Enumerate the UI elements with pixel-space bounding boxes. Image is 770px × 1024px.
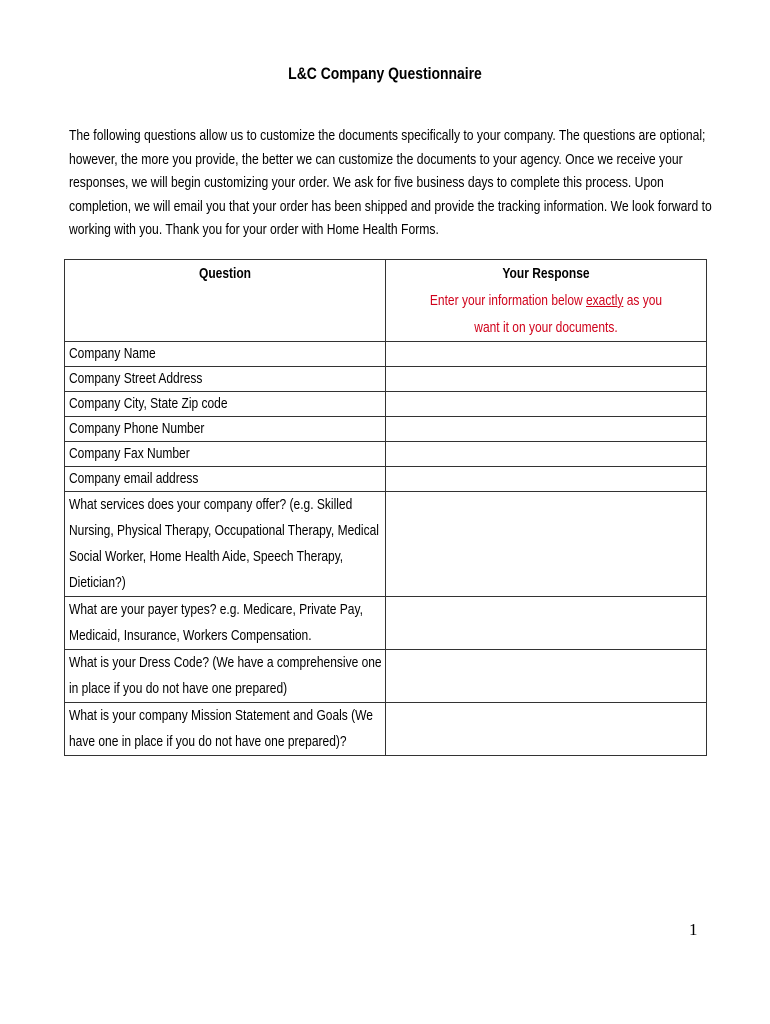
- response-instructions: [418, 287, 674, 314]
- question-cell: [65, 650, 386, 703]
- question-text: What is your company Mission Statement and Goals (We: [69, 707, 373, 724]
- table-row: [65, 342, 707, 367]
- question-cell: [65, 703, 386, 756]
- intro-line: working with you. Thank you for your order with Home Health Forms.: [69, 221, 439, 238]
- question-text: Company Name: [69, 345, 156, 362]
- table-row: [65, 650, 707, 703]
- question-text: Dietician?): [69, 574, 126, 591]
- question-text: in place if you do not have one prepared): [69, 680, 288, 697]
- table-row: [65, 392, 707, 417]
- question-header: Question: [198, 265, 251, 282]
- table-header-row: [65, 260, 707, 342]
- question-cell: [65, 467, 386, 492]
- questionnaire-table: [64, 259, 707, 756]
- response-note-text: as you: [623, 292, 663, 309]
- question-text: What is your Dress Code? (We have a comprehensive one: [69, 654, 382, 671]
- question-cell: [65, 342, 386, 367]
- table-row: [65, 467, 707, 492]
- question-cell: [65, 417, 386, 442]
- response-header: Your Response: [502, 265, 590, 282]
- intro-line: responses, we will begin customizing your order. We ask for five business days to complete this process. Upon: [69, 174, 664, 191]
- response-cell[interactable]: [386, 342, 707, 367]
- question-header-cell: [65, 260, 386, 342]
- question-text: Company Phone Number: [69, 420, 205, 437]
- response-cell[interactable]: [386, 417, 707, 442]
- response-instructions-line2: want it on your documents.: [474, 319, 618, 336]
- question-cell: [65, 392, 386, 417]
- response-note-emphasis: exactly: [586, 292, 624, 309]
- response-cell[interactable]: [386, 650, 707, 703]
- table-row: [65, 597, 707, 650]
- question-text: Company Street Address: [69, 370, 203, 387]
- page-number: 1: [689, 920, 698, 939]
- question-text: Company City, State Zip code: [69, 395, 228, 412]
- question-text: Nursing, Physical Therapy, Occupational Therapy, Medical: [69, 522, 379, 539]
- intro-line: completion, we will email you that your order has been shipped and provide the tracking information. We look forward to: [69, 197, 712, 215]
- response-cell[interactable]: [386, 367, 707, 392]
- intro-paragraph: [69, 124, 712, 242]
- response-cell[interactable]: [386, 492, 707, 597]
- question-text: have one in place if you do not have one prepared)?: [69, 733, 347, 750]
- response-note-text: Enter your information below: [429, 292, 587, 309]
- question-text: What services does your company offer? (e.g. Skilled: [69, 496, 353, 513]
- question-cell: [65, 597, 386, 650]
- question-cell: [65, 492, 386, 597]
- question-cell: [65, 442, 386, 467]
- response-cell[interactable]: [386, 597, 707, 650]
- intro-line: The following questions allow us to customize the documents specifically to your company. The questions are optional;: [69, 127, 706, 144]
- response-cell[interactable]: [386, 442, 707, 467]
- response-header-cell: [386, 260, 707, 342]
- question-cell: [65, 367, 386, 392]
- question-text: Company email address: [69, 470, 199, 487]
- question-text: Company Fax Number: [69, 445, 190, 462]
- table-row: [65, 417, 707, 442]
- table-row: [65, 367, 707, 392]
- table-row: [65, 703, 707, 756]
- question-text: Social Worker, Home Health Aide, Speech Therapy,: [69, 548, 344, 565]
- table-row: [65, 492, 707, 597]
- response-cell[interactable]: [386, 392, 707, 417]
- intro-line: however, the more you provide, the better we can customize the documents to your agency. Once we receive your: [69, 150, 683, 168]
- response-cell[interactable]: [386, 703, 707, 756]
- response-cell[interactable]: [386, 467, 707, 492]
- table-row: [65, 442, 707, 467]
- question-text: What are your payer types? e.g. Medicare, Private Pay,: [69, 601, 363, 618]
- page-title: L&C Company Questionnaire: [288, 64, 482, 83]
- question-text: Medicaid, Insurance, Workers Compensation.: [69, 627, 312, 644]
